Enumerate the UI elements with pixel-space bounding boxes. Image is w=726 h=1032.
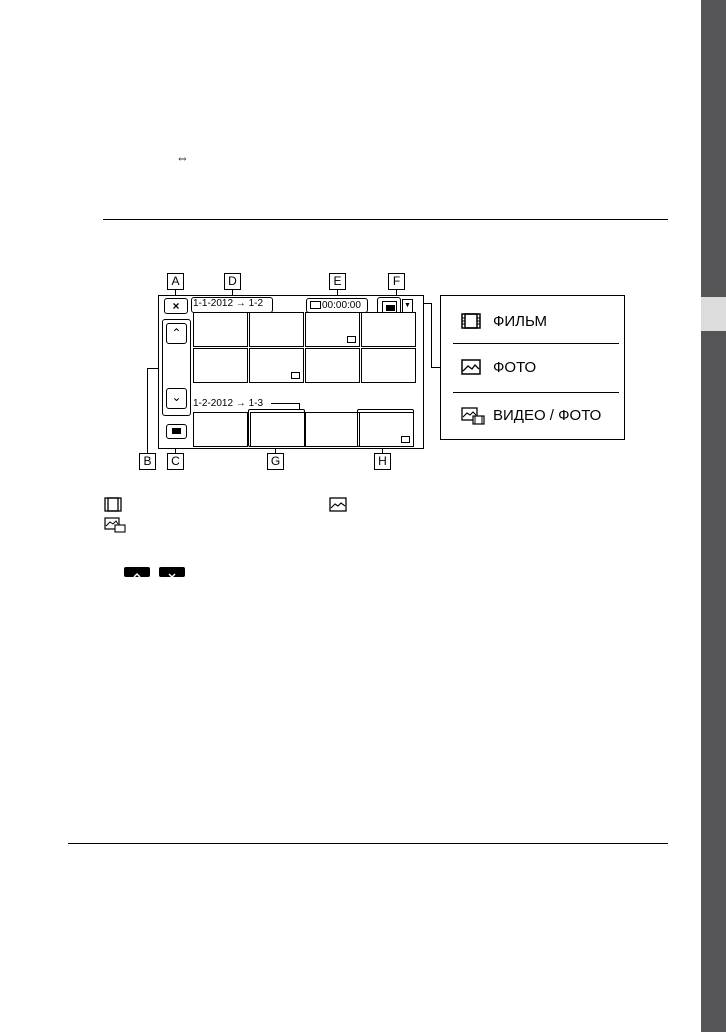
camera-icon xyxy=(172,428,181,434)
photo-icon xyxy=(329,497,347,512)
photo-icon xyxy=(291,372,300,379)
close-button[interactable] xyxy=(164,298,188,314)
date-group-1-bracket xyxy=(191,297,273,313)
scroll-up-icon: ⌃ xyxy=(171,326,182,340)
timecode-value: 00:00:00 xyxy=(322,300,361,311)
photo-icon xyxy=(401,436,410,443)
callout-h: H xyxy=(374,453,391,470)
mode-dropdown-arrow-icon[interactable]: ▼ xyxy=(402,299,413,313)
thumbnail[interactable] xyxy=(361,348,416,383)
connector-menu-h2 xyxy=(431,367,440,368)
callout-e: E xyxy=(329,273,346,290)
menu-item-label: ВИДЕО / ФОТО xyxy=(493,407,602,424)
video-photo-icon xyxy=(461,407,485,425)
thumbnail[interactable] xyxy=(193,348,248,383)
close-icon: × xyxy=(172,299,180,313)
side-index-strip xyxy=(701,0,726,1032)
recording-time-display[interactable] xyxy=(306,298,368,313)
thumbnail[interactable] xyxy=(193,312,248,347)
video-photo-icon-inner xyxy=(386,305,395,311)
thumbnail[interactable] xyxy=(249,312,304,347)
connector-menu-v xyxy=(431,303,432,367)
camera-screen xyxy=(158,295,424,449)
photo-icon xyxy=(347,336,356,343)
date-group-1-label: 1-1-2012 → 1-2 xyxy=(193,298,264,309)
section-rule-bottom xyxy=(68,843,668,844)
thumbnail[interactable] xyxy=(305,348,360,383)
thumbnail[interactable] xyxy=(193,412,248,447)
scroll-down-icon xyxy=(159,567,185,577)
scroll-up-button[interactable] xyxy=(166,323,187,344)
thumbnail[interactable] xyxy=(305,412,360,447)
scroll-up-icon xyxy=(124,567,150,577)
camera-mode-button[interactable] xyxy=(166,424,187,439)
callout-a: A xyxy=(167,273,184,290)
video-photo-icon xyxy=(104,517,126,533)
menu-item-film[interactable] xyxy=(441,298,624,345)
thumbnail[interactable] xyxy=(249,348,304,383)
date-group-2-label: 1-2-2012 → 1-3 xyxy=(193,398,264,409)
photo-icon xyxy=(461,359,481,375)
scroll-down-icon: ⌄ xyxy=(171,390,182,404)
menu-item-label: ФИЛЬМ xyxy=(493,313,548,330)
scroll-down-button[interactable] xyxy=(166,388,187,409)
thumbnail[interactable] xyxy=(305,312,360,347)
callout-b: B xyxy=(139,453,156,470)
side-index-tab xyxy=(701,297,726,331)
film-icon xyxy=(104,497,122,512)
menu-item-label: ФОТО xyxy=(493,359,537,376)
media-type-menu xyxy=(440,295,625,440)
menu-item-photo[interactable] xyxy=(441,344,624,391)
switch-arrows-icon: ⇔ xyxy=(176,150,189,165)
thumbnail[interactable] xyxy=(361,312,416,347)
leader-line-b-v xyxy=(147,368,148,453)
film-icon xyxy=(461,313,481,329)
section-rule-top xyxy=(103,219,668,220)
leader-line-b-h xyxy=(147,368,158,369)
callout-g: G xyxy=(267,453,284,470)
thumbnail[interactable] xyxy=(359,412,414,447)
callout-c: C xyxy=(167,453,184,470)
thumbnail[interactable] xyxy=(250,412,305,447)
callout-d: D xyxy=(224,273,241,290)
callout-f: F xyxy=(388,273,405,290)
menu-item-video-photo[interactable] xyxy=(441,392,624,439)
film-icon xyxy=(310,301,321,309)
